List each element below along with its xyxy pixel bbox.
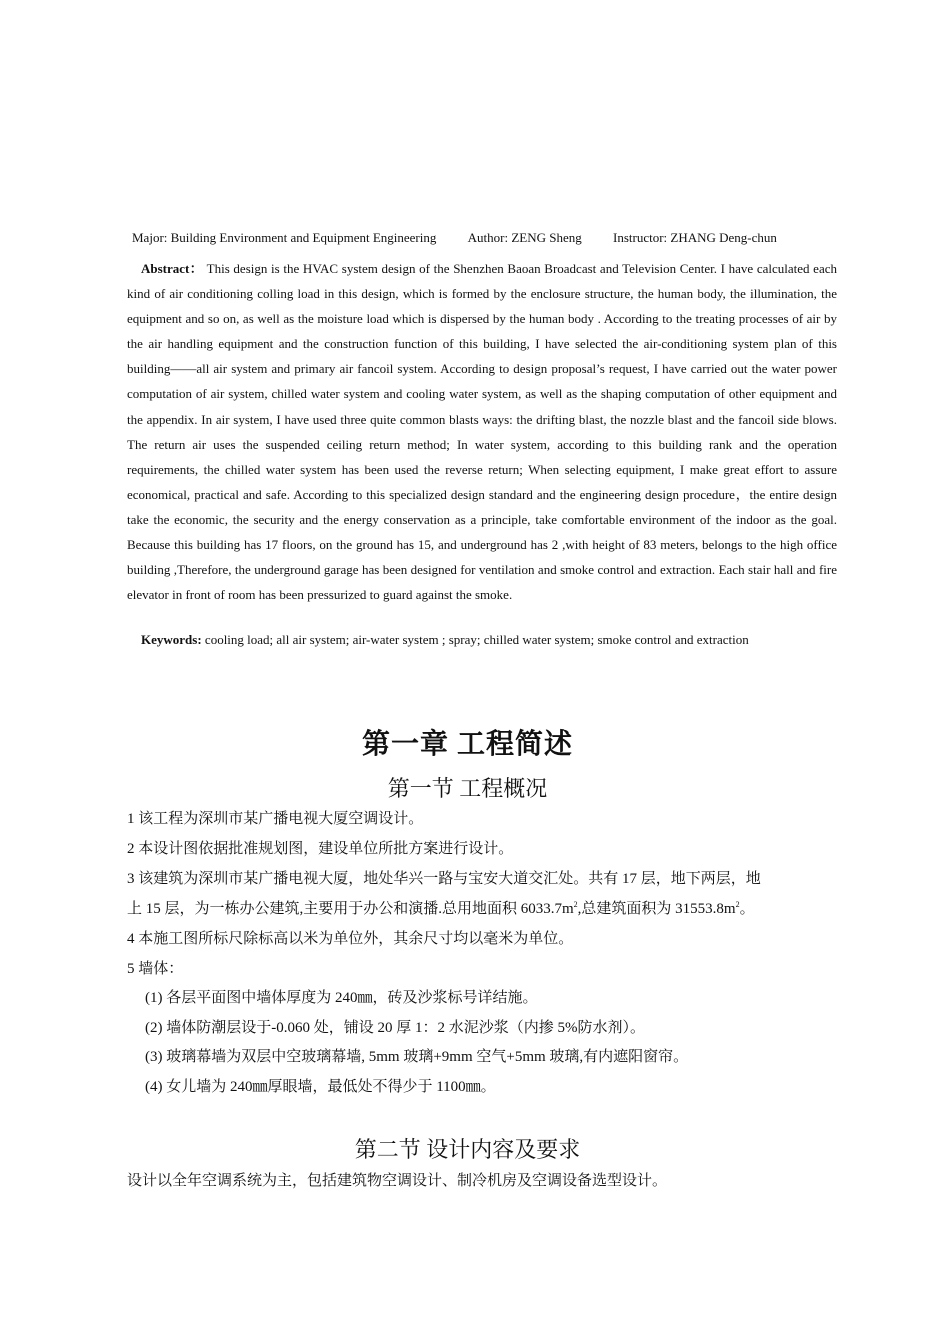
list-item xyxy=(127,899,837,919)
instructor-text: Instructor: ZHANG Deng-chun xyxy=(612,230,777,245)
area-text-2: ,总建筑面积为 31553.8m xyxy=(577,901,736,917)
abstract-label: Abstract： xyxy=(141,261,204,276)
sub-item: (2) 墙体防潮层设于-0.060 处，铺设 20 厚 1：2 水泥沙浆（内掺 5%防水剂）。 xyxy=(145,1020,645,1036)
sub-item: (1) 各层平面图中墙体厚度为 240㎜，砖及沙浆标号详结施。 xyxy=(145,990,538,1006)
list-item: 3 该建筑为深圳市某广播电视大厦，地处华兴一路与宝安大道交汇处。共有 17 层，地下两层，地 xyxy=(127,871,761,887)
keywords-line xyxy=(141,632,841,648)
list-item: 4 本施工图所标尺除标高以米为单位外，其余尺寸均以毫米为单位。 xyxy=(127,931,574,947)
superscript: 2 xyxy=(735,900,740,909)
list-item: 5 墙体： xyxy=(127,961,184,977)
sub-item: (3) 玻璃幕墙为双层中空玻璃幕墙, 5mm 玻璃+9mm 空气+5mm 玻璃,有内遮阳窗帘。 xyxy=(145,1049,689,1065)
area-text: 上 15 层，为一栋办公建筑,主要用于办公和演播.总用地面积 6033.7m xyxy=(127,901,574,917)
major-text: Major: Building Environment and Equipment Engineering xyxy=(132,230,437,245)
keywords-label: Keywords: xyxy=(141,632,202,647)
sub-item: (4) 女儿墙为 240㎜厚眼墙，最低处不得少于 1100㎜。 xyxy=(145,1079,496,1095)
section-2-title: 第二节 设计内容及要求 xyxy=(354,1137,581,1162)
abstract-text: This design is the HVAC system design of the Shenzhen Baoan Broadcast and Television Center. I have calculated each kind of air conditioning colling load in this design, which is formed by the enclosure structure, the human body, the illumination, the equipment and so on, as well as the moisture load which is dispersed by the human body . According to the treating processes of air by the air handling equipment and the construction function of this building, I have selected the air-conditioning system plan of this building——all air system and primary air fancoil system. According to design proposal’s request, I have carried out the water power computation of air system, chilled water system and cooling water system, as well as the shaping computation of other equipment and the appendix. In air system, I have used three quite common blasts ways: the drifting blast, the nozzle blast and the fancoil side blows. The return air uses the suspended ceiling return method; In water system, according to this building rank and the operation requirements, the chilled water system has been used the reverse return; When selecting equipment, I make great effort to assure economical, practical and safe. According to this specialized design standard and the engineering design procedure，the entire design take the economic, the security and the energy conservation as a principle, take comfortable environment of the indoor as the goal. Because this building has 17 floors, on the ground has 15, and underground has 2 ,with height of 83 meters, belongs to the high office building ,Therefore, the underground garage has been designed for ventilation and smoke control and extraction. Each stair hall and fire elevator in front of room has been pressurized to guard against the smoke. xyxy=(127,261,837,603)
list-item: 2 本设计图依据批准规划图，建设单位所批方案进行设计。 xyxy=(127,841,514,857)
list-item: 1 该工程为深圳市某广播电视大厦空调设计。 xyxy=(127,811,424,827)
area-text-end: 。 xyxy=(739,901,755,917)
keywords-text: cooling load; all air system; air-water system ; spray; chilled water system; smoke control and extraction xyxy=(201,632,749,647)
author-text: Author: ZENG Sheng xyxy=(467,230,582,245)
chapter-title: 第一章 工程简述 xyxy=(361,729,573,760)
section-1-title: 第一节 工程概况 xyxy=(387,776,548,801)
author-info-line xyxy=(132,230,832,246)
abstract-paragraph xyxy=(127,256,837,607)
superscript: 2 xyxy=(573,900,578,909)
section-2-text: 设计以全年空调系统为主，包括建筑物空调设计、制冷机房及空调设备选型设计。 xyxy=(127,1173,668,1189)
